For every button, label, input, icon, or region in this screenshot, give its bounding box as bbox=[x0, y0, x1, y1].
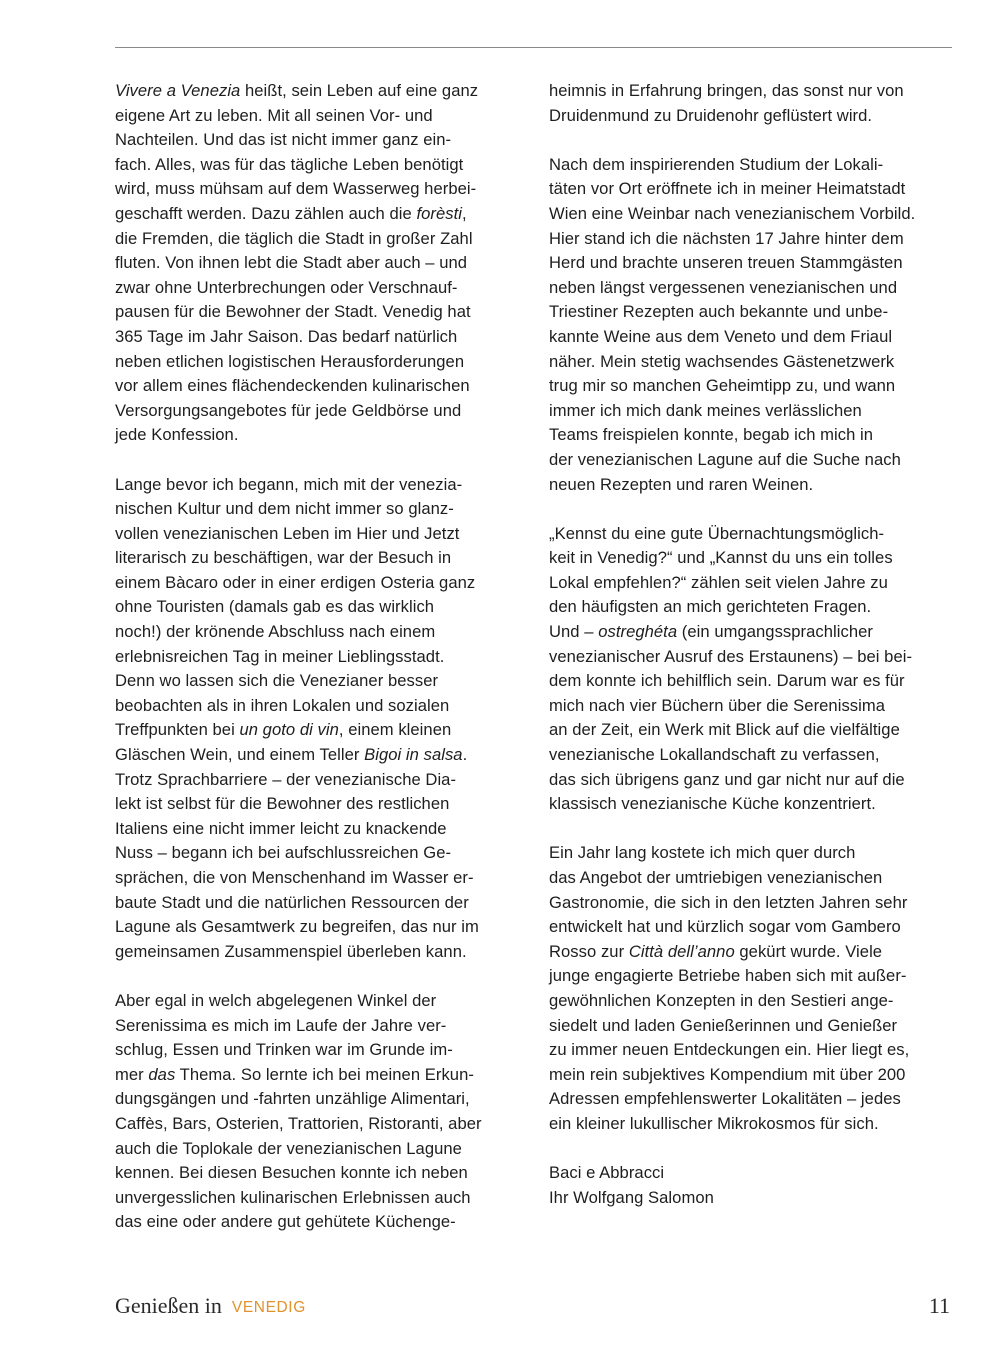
text-run: , einem kleinen bbox=[338, 720, 452, 740]
text-run: nischen Kultur und dem nicht immer so glanz- bbox=[115, 499, 454, 519]
text-run: gewöhnlichen Konzepten in den Sestieri ange- bbox=[549, 990, 894, 1010]
text-line bbox=[115, 792, 482, 817]
text-run: venezianische Lokallandschaft zu verfassen, bbox=[549, 745, 880, 765]
text-line bbox=[549, 1038, 915, 1063]
text-run: täten vor Ort eröffnete ich in meiner Heimatstadt bbox=[549, 179, 906, 199]
text-run: vollen venezianischen Leben im Hier und Jetzt bbox=[115, 523, 460, 543]
text-run: jede Konfession. bbox=[115, 425, 239, 445]
text-line bbox=[115, 522, 482, 547]
text-line bbox=[549, 743, 915, 768]
text-line bbox=[549, 940, 915, 965]
text-line bbox=[549, 276, 915, 301]
text-line bbox=[115, 104, 482, 129]
italic-term: forèsti bbox=[416, 203, 462, 223]
text-line bbox=[115, 546, 482, 571]
text-line bbox=[115, 940, 482, 965]
text-line bbox=[549, 718, 915, 743]
text-run: Serenissima es mich im Laufe der Jahre ver- bbox=[115, 1015, 447, 1035]
text-run: Nach dem inspirierenden Studium der Lokali- bbox=[549, 154, 884, 174]
text-line bbox=[115, 473, 482, 498]
text-run: mich nach vier Büchern über die Serenissima bbox=[549, 695, 886, 715]
text-run: den häufigsten an mich gerichteten Fragen. bbox=[549, 597, 872, 617]
text-line bbox=[549, 177, 915, 202]
text-run: ein kleiner lukullischer Mikrokosmos für sich. bbox=[549, 1113, 879, 1133]
text-line bbox=[549, 792, 915, 817]
text-line bbox=[549, 473, 915, 498]
text-run: Herd und brachte unseren treuen Stammgästen bbox=[549, 253, 903, 273]
text-line bbox=[115, 743, 482, 768]
text-line bbox=[549, 202, 915, 227]
text-line bbox=[549, 620, 915, 645]
text-run: Hier stand ich die nächsten 17 Jahre hinter dem bbox=[549, 228, 904, 248]
text-line bbox=[549, 104, 915, 129]
text-run: Triestiner Rezepten auch bekannte und unbe- bbox=[549, 302, 889, 322]
text-line bbox=[549, 1112, 915, 1137]
text-line bbox=[115, 227, 482, 252]
text-line bbox=[115, 891, 482, 916]
text-line bbox=[115, 817, 482, 842]
text-run: Druidenmund zu Druidenohr geflüstert wird. bbox=[549, 105, 873, 125]
book-city: VENEDIG bbox=[231, 1299, 306, 1316]
italic-term: ostreghéta bbox=[598, 622, 678, 642]
text-line bbox=[115, 153, 482, 178]
text-run: mein rein subjektives Kompendium mit über 200 bbox=[549, 1064, 906, 1084]
text-line bbox=[549, 423, 915, 448]
text-line bbox=[115, 841, 482, 866]
page-number: 11 bbox=[928, 1293, 950, 1318]
text-line bbox=[549, 1087, 915, 1112]
text-line bbox=[115, 177, 482, 202]
text-run: das eine oder andere gut gehütete Küchenge- bbox=[115, 1212, 456, 1232]
text-line bbox=[115, 202, 482, 227]
text-line bbox=[115, 669, 482, 694]
paragraph-break bbox=[549, 817, 915, 842]
text-line bbox=[115, 497, 482, 522]
text-run: Treffpunkten bei bbox=[115, 720, 240, 740]
text-line bbox=[549, 669, 915, 694]
text-line bbox=[549, 571, 915, 596]
text-run: baute Stadt und die natürlichen Ressourcen der bbox=[115, 892, 469, 912]
text-run: dungsgängen und -fahrten unzählige Alimentari, bbox=[115, 1089, 470, 1109]
text-line bbox=[549, 399, 915, 424]
text-line bbox=[549, 989, 915, 1014]
text-run: siedelt und laden Genießerinnen und Genießer bbox=[549, 1015, 898, 1035]
text-line bbox=[115, 620, 482, 645]
text-line bbox=[549, 1186, 915, 1211]
text-run: Gastronomie, die sich in den letzten Jahren sehr bbox=[549, 892, 908, 912]
text-run: das sich übrigens ganz und gar nicht nur auf die bbox=[549, 769, 905, 789]
text-line bbox=[115, 399, 482, 424]
text-run: näher. Mein stetig wachsendes Gästenetzwerk bbox=[549, 351, 895, 371]
text-line bbox=[549, 915, 915, 940]
text-line bbox=[549, 374, 915, 399]
text-run: . bbox=[462, 745, 468, 765]
text-line bbox=[115, 128, 482, 153]
text-line bbox=[549, 891, 915, 916]
text-run: Baci e Abbracci bbox=[549, 1163, 665, 1183]
text-line bbox=[549, 227, 915, 252]
text-line bbox=[115, 1210, 482, 1235]
text-line bbox=[549, 1014, 915, 1039]
text-run: fach. Alles, was für das tägliche Leben benötigt bbox=[115, 154, 464, 174]
text-run: vor allem eines flächendeckenden kulinarischen bbox=[115, 376, 470, 396]
text-run: an der Zeit, ein Werk mit Blick auf die vielfältige bbox=[549, 720, 900, 740]
text-run: die Fremden, die täglich die Stadt in großer Zahl bbox=[115, 228, 473, 248]
text-line bbox=[549, 964, 915, 989]
text-line bbox=[549, 866, 915, 891]
text-run: Ein Jahr lang kostete ich mich quer durch bbox=[549, 843, 856, 863]
text-line bbox=[115, 694, 482, 719]
book-title: Genießen in bbox=[115, 1293, 222, 1318]
text-run: Versorgungsangebotes für jede Geldbörse und bbox=[115, 400, 462, 420]
text-run: junge engagierte Betriebe haben sich mit außer- bbox=[549, 966, 907, 986]
text-line bbox=[115, 718, 482, 743]
text-line bbox=[115, 1137, 482, 1162]
text-line bbox=[115, 276, 482, 301]
text-run: zu immer neuen Entdeckungen ein. Hier liegt es, bbox=[549, 1040, 910, 1060]
text-line bbox=[115, 1038, 482, 1063]
text-line bbox=[115, 374, 482, 399]
text-line bbox=[115, 79, 482, 104]
text-run: noch!) der krönende Abschluss nach einem bbox=[115, 622, 436, 642]
text-line bbox=[549, 79, 915, 104]
paragraph-break bbox=[549, 128, 915, 153]
text-run: heißt, sein Leben auf eine ganz bbox=[240, 81, 479, 100]
text-run: „Kennst du eine gute Übernachtungsmöglich- bbox=[549, 523, 885, 543]
text-run: klassisch venezianische Küche konzentriert. bbox=[549, 794, 876, 814]
text-run: Denn wo lassen sich die Venezianer besser bbox=[115, 671, 439, 691]
italic-term: das bbox=[148, 1064, 176, 1084]
italic-term: Città dell’anno bbox=[628, 941, 735, 961]
text-line bbox=[549, 694, 915, 719]
text-line bbox=[115, 768, 482, 793]
text-run: geschafft werden. Dazu zählen auch die bbox=[115, 203, 417, 223]
text-run: Gläschen Wein, und einem Teller bbox=[115, 745, 365, 765]
paragraph-break bbox=[115, 448, 482, 473]
text-line bbox=[115, 1087, 482, 1112]
text-run: Italiens eine nicht immer leicht zu knackende bbox=[115, 818, 447, 838]
text-run: neben längst vergessenen venezianischen und bbox=[549, 277, 898, 297]
text-run: Teams freispielen konnte, begab ich mich in bbox=[549, 425, 874, 445]
left-text-column bbox=[115, 79, 482, 1235]
text-run: ohne Touristen (damals gab es das wirklich bbox=[115, 597, 435, 617]
text-run: neuen Rezepten und raren Weinen. bbox=[549, 474, 814, 494]
text-run: (ein umgangssprachlicher bbox=[677, 622, 873, 642]
text-run: erlebnisreichen Tag in meiner Lieblingsstadt. bbox=[115, 646, 445, 666]
text-run: venezianischer Ausruf des Erstaunens) – bei bei- bbox=[549, 646, 913, 666]
text-run: Ihr Wolfgang Salomon bbox=[549, 1187, 714, 1207]
text-run: Lagune als Gesamtwerk zu begreifen, das nur im bbox=[115, 917, 479, 937]
text-run: sprächen, die von Menschenhand im Wasser er- bbox=[115, 868, 474, 887]
text-line bbox=[115, 571, 482, 596]
text-line bbox=[115, 866, 482, 891]
text-run: keit in Venedig?“ und „Kannst du uns ein tolles bbox=[549, 548, 893, 568]
text-line bbox=[549, 153, 915, 178]
text-run: wird, muss mühsam auf dem Wasserweg herbei- bbox=[115, 179, 477, 199]
text-line bbox=[115, 300, 482, 325]
text-run: Aber egal in welch abgelegenen Winkel der bbox=[115, 990, 437, 1010]
italic-term: Bigoi in salsa bbox=[364, 745, 463, 765]
italic-term: un goto di vin bbox=[239, 720, 339, 740]
text-run: lekt ist selbst für die Bewohner des restlichen bbox=[115, 794, 450, 814]
text-line bbox=[549, 448, 915, 473]
text-run: das Angebot der umtriebigen venezianischen bbox=[549, 868, 883, 887]
text-line bbox=[115, 423, 482, 448]
text-line bbox=[549, 325, 915, 350]
text-line bbox=[115, 1063, 482, 1088]
text-run: zwar ohne Unterbrechungen oder Verschnauf- bbox=[115, 277, 458, 297]
text-run: 365 Tage im Jahr Saison. Das bedarf natürlich bbox=[115, 326, 458, 346]
text-line bbox=[549, 1161, 915, 1186]
text-run: Nachteilen. Und das ist nicht immer ganz ein- bbox=[115, 130, 452, 150]
text-line bbox=[115, 915, 482, 940]
text-line bbox=[549, 645, 915, 670]
text-run: pausen für die Bewohner der Stadt. Venedig hat bbox=[115, 302, 471, 322]
text-run: eigene Art zu leben. Mit all seinen Vor- und bbox=[115, 105, 433, 125]
text-run: dem konnte ich behilflich sein. Darum war es für bbox=[549, 671, 905, 691]
text-line bbox=[549, 350, 915, 375]
text-run: unvergesslichen kulinarischen Erlebnissen auch bbox=[115, 1187, 471, 1207]
text-line bbox=[115, 595, 482, 620]
text-run: Nuss – begann ich bei aufschlussreichen Ge- bbox=[115, 843, 452, 863]
text-line bbox=[549, 595, 915, 620]
text-line bbox=[115, 350, 482, 375]
italic-term: Vivere a Venezia bbox=[115, 81, 241, 100]
text-run: beobachten als in ihren Lokalen und sozialen bbox=[115, 695, 450, 715]
text-run: literarisch zu beschäftigen, war der Besuch in bbox=[115, 548, 452, 568]
text-run: Und – bbox=[549, 622, 599, 642]
text-line bbox=[115, 1014, 482, 1039]
text-run: Rosso zur bbox=[549, 941, 629, 961]
paragraph-break bbox=[115, 964, 482, 989]
text-run: Caffès, Bars, Osterien, Trattorien, Ristoranti, aber bbox=[115, 1113, 482, 1133]
text-run: Lange bevor ich begann, mich mit der venezia- bbox=[115, 474, 463, 494]
text-line bbox=[115, 1112, 482, 1137]
text-run: kennen. Bei diesen Besuchen konnte ich neben bbox=[115, 1163, 468, 1183]
text-line bbox=[549, 546, 915, 571]
text-line bbox=[549, 768, 915, 793]
text-line bbox=[115, 645, 482, 670]
text-run: Lokal empfehlen?“ zählen seit vielen Jahre zu bbox=[549, 572, 888, 592]
paragraph-break bbox=[549, 1137, 915, 1162]
text-run: Thema. So lernte ich bei meinen Erkun- bbox=[175, 1064, 474, 1084]
text-run: kannte Weine aus dem Veneto und dem Friaul bbox=[549, 326, 893, 346]
text-line bbox=[115, 325, 482, 350]
text-run: Trotz Sprachbarriere – der venezianische Dia- bbox=[115, 769, 457, 789]
text-line bbox=[549, 1063, 915, 1088]
text-line bbox=[549, 841, 915, 866]
text-run: entwickelt hat und kürzlich sogar vom Gambero bbox=[549, 917, 901, 937]
running-footer bbox=[115, 1293, 306, 1319]
text-run: neben etlichen logistischen Herausforderungen bbox=[115, 351, 465, 371]
text-line bbox=[549, 300, 915, 325]
text-run: , bbox=[462, 203, 467, 223]
text-run: gekürt wurde. Viele bbox=[734, 941, 883, 961]
text-run: fluten. Von ihnen lebt die Stadt aber auch – und bbox=[115, 253, 468, 273]
text-line bbox=[549, 522, 915, 547]
text-run: Wien eine Weinbar nach venezianischem Vorbild. bbox=[549, 203, 916, 223]
text-run: gemeinsamen Zusammenspiel überleben kann. bbox=[115, 941, 467, 961]
text-run: auch die Toplokale der venezianischen Lagune bbox=[115, 1138, 462, 1158]
text-run: einem Bàcaro oder in einer erdigen Osteria ganz bbox=[115, 572, 476, 592]
text-run: schlug, Essen und Trinken war im Grunde im- bbox=[115, 1040, 453, 1060]
text-line bbox=[115, 1186, 482, 1211]
text-line bbox=[115, 989, 482, 1014]
text-line bbox=[115, 251, 482, 276]
text-run: heimnis in Erfahrung bringen, das sonst nur von bbox=[549, 81, 904, 100]
text-run: trug mir so manchen Geheimtipp zu, und wann bbox=[549, 376, 896, 396]
right-text-column bbox=[549, 79, 915, 1210]
text-run: immer ich mich dank meines verlässlichen bbox=[549, 400, 862, 420]
text-run: Adressen empfehlenswerter Lokalitäten – jedes bbox=[549, 1089, 901, 1109]
top-rule bbox=[115, 47, 952, 48]
text-run: mer bbox=[115, 1064, 149, 1084]
text-run: der venezianischen Lagune auf die Suche nach bbox=[549, 449, 901, 469]
text-line bbox=[115, 1161, 482, 1186]
paragraph-break bbox=[549, 497, 915, 522]
text-line bbox=[549, 251, 915, 276]
